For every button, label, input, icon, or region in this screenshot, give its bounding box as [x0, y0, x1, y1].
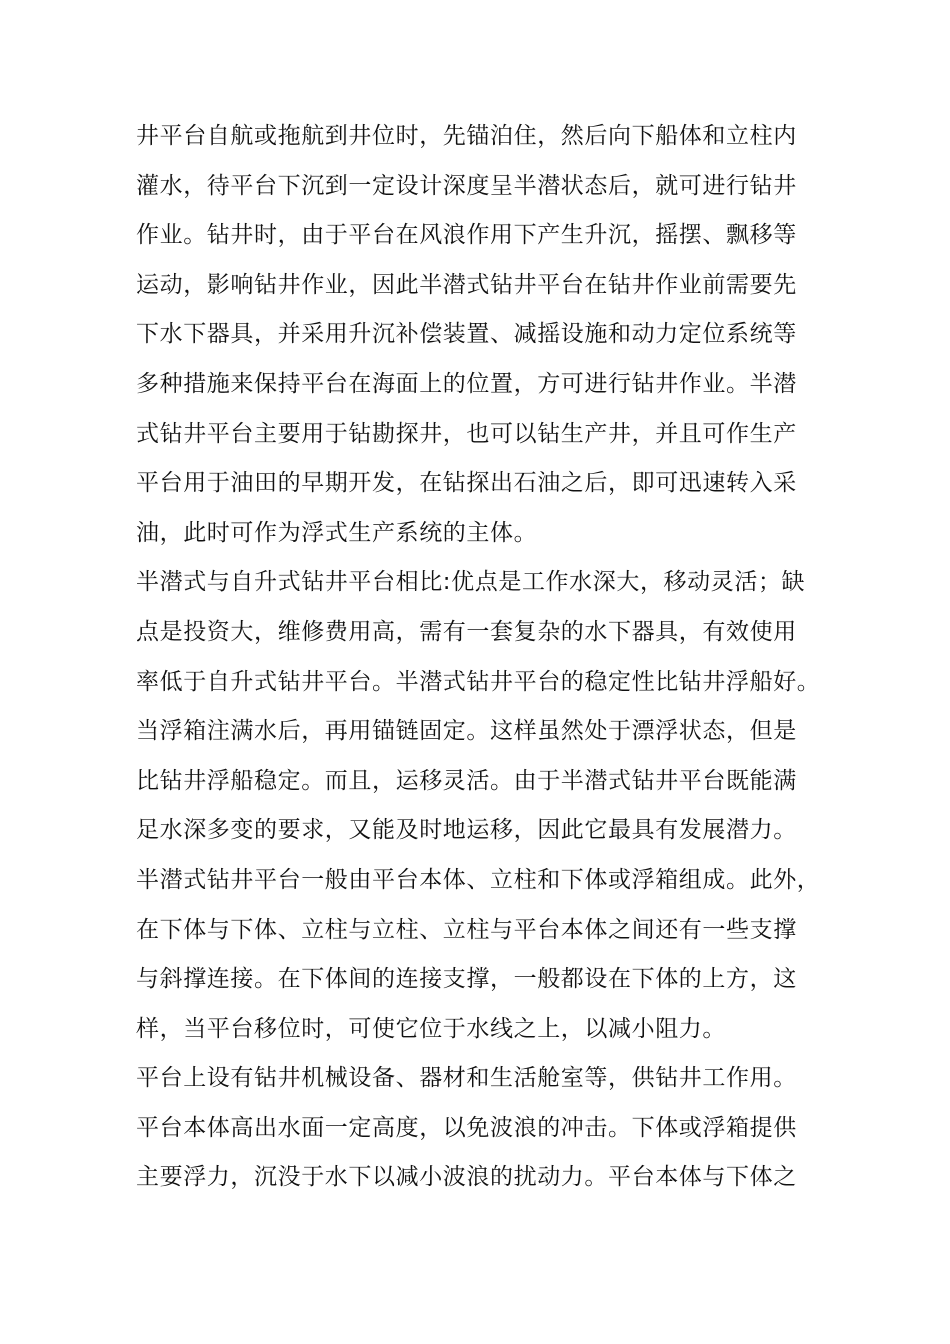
body-text	[136, 112, 826, 1203]
text-line: 式钻井平台主要用于钻勘探井，也可以钻生产井，并且可作生产	[136, 420, 797, 447]
text-line: 多种措施来保持平台在海面上的位置，方可进行钻井作业。半潜	[136, 370, 797, 397]
text-line: 足水深多变的要求，又能及时地运移，因此它最具有发展潜力。	[136, 817, 797, 844]
text-line: 在下体与下体、立柱与立柱、立柱与平台本体之间还有一些支撑	[136, 916, 797, 943]
text-line: 半潜式与自升式钻井平台相比:优点是工作水深大，移动灵活；缺	[136, 569, 806, 596]
text-line: 下水下器具，并采用升沉补偿装置、减摇设施和动力定位系统等	[136, 321, 797, 348]
text-line: 半潜式钻井平台一般由平台本体、立柱和下体或浮箱组成。此外，	[136, 866, 821, 893]
text-line: 比钻井浮船稳定。而且，运移灵活。由于半潜式钻井平台既能满	[136, 767, 797, 794]
text-line: 平台用于油田的早期开发，在钻探出石油之后，即可迅速转入采	[136, 470, 797, 497]
text-line: 点是投资大，维修费用高，需有一套复杂的水下器具，有效使用	[136, 618, 797, 645]
text-line: 当浮箱注满水后，再用锚链固定。这样虽然处于漂浮状态，但是	[136, 718, 797, 745]
text-line: 率低于自升式钻井平台。半潜式钻井平台的稳定性比钻井浮船好。	[136, 668, 821, 695]
text-line: 井平台自航或拖航到井位时，先锚泊住，然后向下船体和立柱内	[136, 123, 797, 149]
text-line: 样，当平台移位时，可使它位于水线之上，以减小阻力。	[136, 1015, 726, 1042]
text-line: 与斜撑连接。在下体间的连接支撑，一般都设在下体的上方，这	[136, 966, 797, 993]
text-line: 运动，影响钻井作业，因此半潜式钻井平台在钻井作业前需要先	[136, 271, 797, 298]
text-line: 平台上设有钻井机械设备、器材和生活舱室等，供钻井工作用。	[136, 1065, 797, 1092]
text-line: 主要浮力，沉没于水下以减小波浪的扰动力。平台本体与下体之	[136, 1164, 797, 1191]
text-line: 灌水，待平台下沉到一定设计深度呈半潜状态后，就可进行钻井	[136, 172, 797, 199]
text-line: 油，此时可作为浮式生产系统的主体。	[136, 519, 538, 546]
text-line: 平台本体高出水面一定高度，以免波浪的冲击。下体或浮箱提供	[136, 1114, 797, 1141]
text-line: 作业。钻井时，由于平台在风浪作用下产生升沉，摇摆、飘移等	[136, 222, 797, 249]
